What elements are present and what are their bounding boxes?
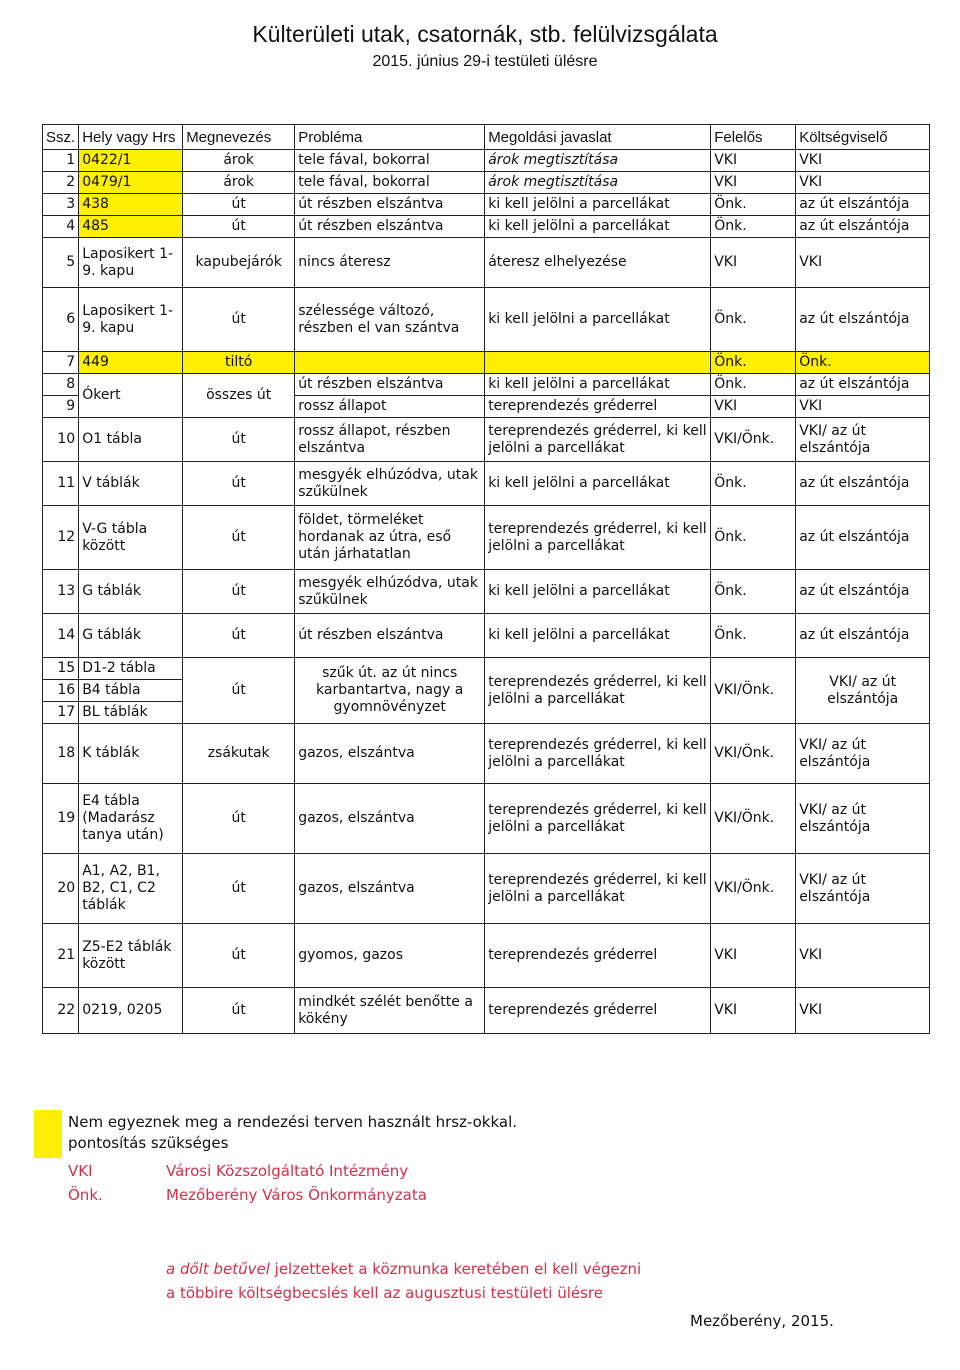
row-solution: árok megtisztítása bbox=[485, 150, 711, 172]
row-responsible: Önk. bbox=[711, 288, 796, 352]
row-cost-bearer: az út elszántója bbox=[796, 614, 930, 658]
row-number: 22 bbox=[43, 988, 79, 1034]
row-responsible: VKI bbox=[711, 150, 796, 172]
row-cost-bearer: VKI bbox=[796, 172, 930, 194]
legend-yellow-text bbox=[68, 1112, 517, 1154]
row-cost-bearer: VKI bbox=[796, 150, 930, 172]
legend-yellow-swatch bbox=[34, 1110, 62, 1158]
table-row bbox=[43, 724, 930, 784]
table-row bbox=[43, 924, 930, 988]
page-subtitle: 2015. június 29-i testületi ülésre bbox=[372, 53, 598, 70]
row-type: út bbox=[183, 418, 295, 462]
row-location: A1, A2, B1, B2, C1, C2 táblák bbox=[79, 854, 183, 924]
row-solution bbox=[485, 352, 711, 374]
col-header-ssz: Ssz. bbox=[43, 125, 79, 150]
row-number: 11 bbox=[43, 462, 79, 506]
row-problem: földet, törmeléket hordanak az útra, eső után járhatatlan bbox=[295, 506, 485, 570]
row-location: V táblák bbox=[79, 462, 183, 506]
table-row bbox=[43, 150, 930, 172]
col-header-megoldas: Megoldási javaslat bbox=[485, 125, 711, 150]
row-solution: tereprendezés gréderrel, ki kell jelölni a parcellákat bbox=[485, 724, 711, 784]
row-responsible: VKI bbox=[711, 238, 796, 288]
row-type: árok bbox=[183, 172, 295, 194]
row-cost-bearer: VKI/ az út elszántója bbox=[796, 854, 930, 924]
row-number: 4 bbox=[43, 216, 79, 238]
row-responsible: VKI/Önk. bbox=[711, 418, 796, 462]
table-row bbox=[43, 352, 930, 374]
row-number: 6 bbox=[43, 288, 79, 352]
row-problem: tele fával, bokorral bbox=[295, 150, 485, 172]
row-problem: út részben elszántva bbox=[295, 194, 485, 216]
row-cost-bearer: az út elszántója bbox=[796, 570, 930, 614]
row-number: 5 bbox=[43, 238, 79, 288]
row-type: út bbox=[183, 462, 295, 506]
row-cost-bearer: az út elszántója bbox=[796, 462, 930, 506]
table-row bbox=[43, 418, 930, 462]
row-location: V-G tábla között bbox=[79, 506, 183, 570]
table-row bbox=[43, 854, 930, 924]
row-number: 16 bbox=[43, 680, 79, 702]
legend-onk-abbr: Önk. bbox=[68, 1186, 103, 1204]
table-row bbox=[43, 288, 930, 352]
row-type: út bbox=[183, 988, 295, 1034]
note-line2: a többire költségbecslés kell az augusztusi testületi ülésre bbox=[166, 1284, 603, 1302]
row-cost-bearer: az út elszántója bbox=[796, 288, 930, 352]
row-number: 20 bbox=[43, 854, 79, 924]
row-number: 18 bbox=[43, 724, 79, 784]
row-solution: ki kell jelölni a parcellákat bbox=[485, 374, 711, 396]
row-type: út bbox=[183, 194, 295, 216]
table-row bbox=[43, 216, 930, 238]
legend-vki-abbr: VKI bbox=[68, 1162, 93, 1180]
row-number: 12 bbox=[43, 506, 79, 570]
row-location: 0422/1 bbox=[79, 150, 183, 172]
row-location: K táblák bbox=[79, 724, 183, 784]
table-row bbox=[43, 658, 930, 680]
table-header-row bbox=[43, 125, 930, 150]
row-type: út bbox=[183, 288, 295, 352]
table-row bbox=[43, 238, 930, 288]
row-location: Laposikert 1-9. kapu bbox=[79, 288, 183, 352]
row-solution: tereprendezés gréderrel bbox=[485, 924, 711, 988]
row-solution: tereprendezés gréderrel, ki kell jelölni a parcellákat bbox=[485, 506, 711, 570]
row-solution: áteresz elhelyezése bbox=[485, 238, 711, 288]
row-type: út bbox=[183, 570, 295, 614]
row-location: E4 tábla (Madarász tanya után) bbox=[79, 784, 183, 854]
row-problem: gazos, elszántva bbox=[295, 724, 485, 784]
table-row bbox=[43, 462, 930, 506]
row-type: zsákutak bbox=[183, 724, 295, 784]
row-responsible: Önk. bbox=[711, 352, 796, 374]
table-row bbox=[43, 988, 930, 1034]
row-solution: tereprendezés gréderrel, ki kell jelölni a parcellákat bbox=[485, 854, 711, 924]
row-problem: rossz állapot bbox=[295, 396, 485, 418]
col-header-koltseg: Költségviselő bbox=[796, 125, 930, 150]
row-number: 21 bbox=[43, 924, 79, 988]
row-number: 13 bbox=[43, 570, 79, 614]
row-type: út bbox=[183, 784, 295, 854]
row-responsible: VKI/Önk. bbox=[711, 784, 796, 854]
row-responsible: Önk. bbox=[711, 216, 796, 238]
row-problem: nincs áteresz bbox=[295, 238, 485, 288]
row-location: 449 bbox=[79, 352, 183, 374]
col-header-megnevezes: Megnevezés bbox=[183, 125, 295, 150]
row-cost-bearer: VKI bbox=[796, 988, 930, 1034]
row-location: G táblák bbox=[79, 570, 183, 614]
row-location: 0219, 0205 bbox=[79, 988, 183, 1034]
row-problem: szélessége változó, részben el van szántva bbox=[295, 288, 485, 352]
note-italic-part: a dőlt betűvel bbox=[166, 1260, 270, 1278]
row-solution: tereprendezés gréderrel, ki kell jelölni a parcellákat bbox=[485, 784, 711, 854]
table-row bbox=[43, 194, 930, 216]
row-solution: ki kell jelölni a parcellákat bbox=[485, 462, 711, 506]
row-cost-bearer: VKI bbox=[796, 924, 930, 988]
row-responsible: Önk. bbox=[711, 506, 796, 570]
row-location: B4 tábla bbox=[79, 680, 183, 702]
row-type: út bbox=[183, 658, 295, 724]
row-location: D1-2 tábla bbox=[79, 658, 183, 680]
row-responsible: Önk. bbox=[711, 194, 796, 216]
row-number: 14 bbox=[43, 614, 79, 658]
row-responsible: VKI bbox=[711, 988, 796, 1034]
row-problem: mesgyék elhúzódva, utak szűkülnek bbox=[295, 462, 485, 506]
row-type: árok bbox=[183, 150, 295, 172]
row-responsible: Önk. bbox=[711, 462, 796, 506]
table-row bbox=[43, 374, 930, 396]
row-problem: út részben elszántva bbox=[295, 614, 485, 658]
row-type: út bbox=[183, 216, 295, 238]
row-cost-bearer: VKI/ az út elszántója bbox=[796, 724, 930, 784]
row-type: út bbox=[183, 854, 295, 924]
note-line1 bbox=[166, 1260, 641, 1278]
row-cost-bearer: az út elszántója bbox=[796, 506, 930, 570]
col-header-hely: Hely vagy Hrs bbox=[79, 125, 183, 150]
row-responsible: VKI/Önk. bbox=[711, 724, 796, 784]
legend-yellow-line2: pontosítás szükséges bbox=[68, 1134, 229, 1152]
row-location: G táblák bbox=[79, 614, 183, 658]
row-responsible: Önk. bbox=[711, 614, 796, 658]
row-number: 17 bbox=[43, 702, 79, 724]
row-cost-bearer: VKI bbox=[796, 238, 930, 288]
row-number: 3 bbox=[43, 194, 79, 216]
row-type: út bbox=[183, 506, 295, 570]
row-problem: szűk út. az út nincs karbantartva, nagy a gyomnövényzet bbox=[295, 658, 485, 724]
row-type: út bbox=[183, 614, 295, 658]
row-responsible: VKI bbox=[711, 396, 796, 418]
legend-vki-full: Városi Közszolgáltató Intézmény bbox=[166, 1162, 409, 1180]
row-type: út bbox=[183, 924, 295, 988]
row-location: Z5-E2 táblák között bbox=[79, 924, 183, 988]
row-number: 7 bbox=[43, 352, 79, 374]
row-cost-bearer: VKI bbox=[796, 396, 930, 418]
row-solution: ki kell jelölni a parcellákat bbox=[485, 216, 711, 238]
row-cost-bearer: VKI/ az út elszántója bbox=[796, 658, 930, 724]
row-problem: út részben elszántva bbox=[295, 216, 485, 238]
row-responsible: Önk. bbox=[711, 570, 796, 614]
row-problem: mesgyék elhúzódva, utak szűkülnek bbox=[295, 570, 485, 614]
row-problem: mindkét szélét benőtte a kökény bbox=[295, 988, 485, 1034]
row-problem: gazos, elszántva bbox=[295, 784, 485, 854]
place-and-date: Mezőberény, 2015. bbox=[690, 1312, 834, 1330]
row-number: 10 bbox=[43, 418, 79, 462]
row-responsible: VKI/Önk. bbox=[711, 658, 796, 724]
row-number: 2 bbox=[43, 172, 79, 194]
row-solution: árok megtisztítása bbox=[485, 172, 711, 194]
row-location: 485 bbox=[79, 216, 183, 238]
row-cost-bearer: az út elszántója bbox=[796, 216, 930, 238]
row-location: BL táblák bbox=[79, 702, 183, 724]
row-cost-bearer: VKI/ az út elszántója bbox=[796, 784, 930, 854]
page-title: Külterületi utak, csatornák, stb. felülvizsgálata bbox=[252, 21, 718, 47]
legend-onk-full: Mezőberény Város Önkormányzata bbox=[166, 1186, 427, 1204]
row-number: 9 bbox=[43, 396, 79, 418]
col-header-problema: Probléma bbox=[295, 125, 485, 150]
row-solution: ki kell jelölni a parcellákat bbox=[485, 288, 711, 352]
row-type: összes út bbox=[183, 374, 295, 418]
col-header-felelos: Felelős bbox=[711, 125, 796, 150]
row-number: 1 bbox=[43, 150, 79, 172]
row-responsible: VKI bbox=[711, 172, 796, 194]
row-solution: tereprendezés gréderrel bbox=[485, 396, 711, 418]
row-type: kapubejárók bbox=[183, 238, 295, 288]
row-number: 15 bbox=[43, 658, 79, 680]
row-location: 438 bbox=[79, 194, 183, 216]
row-cost-bearer: Önk. bbox=[796, 352, 930, 374]
table-row bbox=[43, 172, 930, 194]
row-solution: ki kell jelölni a parcellákat bbox=[485, 570, 711, 614]
row-type: tiltó bbox=[183, 352, 295, 374]
row-problem bbox=[295, 352, 485, 374]
row-cost-bearer: az út elszántója bbox=[796, 374, 930, 396]
row-location: Ókert bbox=[79, 374, 183, 418]
row-solution: tereprendezés gréderrel, ki kell jelölni a parcellákat bbox=[485, 658, 711, 724]
note-rest-part: jelzetteket a közmunka keretében el kell végezni bbox=[269, 1260, 642, 1278]
row-problem: rossz állapot, részben elszántva bbox=[295, 418, 485, 462]
row-solution: tereprendezés gréderrel bbox=[485, 988, 711, 1034]
row-cost-bearer: az út elszántója bbox=[796, 194, 930, 216]
row-responsible: Önk. bbox=[711, 374, 796, 396]
row-responsible: VKI bbox=[711, 924, 796, 988]
row-problem: gyomos, gazos bbox=[295, 924, 485, 988]
table-row bbox=[43, 506, 930, 570]
row-problem: tele fával, bokorral bbox=[295, 172, 485, 194]
table-row bbox=[43, 570, 930, 614]
row-problem: út részben elszántva bbox=[295, 374, 485, 396]
legend-yellow-line1: Nem egyeznek meg a rendezési terven használt hrsz-okkal. bbox=[68, 1113, 518, 1131]
row-cost-bearer: VKI/ az út elszántója bbox=[796, 418, 930, 462]
row-solution: tereprendezés gréderrel, ki kell jelölni a parcellákat bbox=[485, 418, 711, 462]
row-location: O1 tábla bbox=[79, 418, 183, 462]
row-responsible: VKI/Önk. bbox=[711, 854, 796, 924]
row-location: 0479/1 bbox=[79, 172, 183, 194]
row-solution: ki kell jelölni a parcellákat bbox=[485, 614, 711, 658]
row-location: Laposikert 1-9. kapu bbox=[79, 238, 183, 288]
table-row bbox=[43, 614, 930, 658]
table-row bbox=[43, 784, 930, 854]
row-number: 19 bbox=[43, 784, 79, 854]
row-solution: ki kell jelölni a parcellákat bbox=[485, 194, 711, 216]
review-table bbox=[42, 124, 930, 1034]
row-problem: gazos, elszántva bbox=[295, 854, 485, 924]
row-number: 8 bbox=[43, 374, 79, 396]
